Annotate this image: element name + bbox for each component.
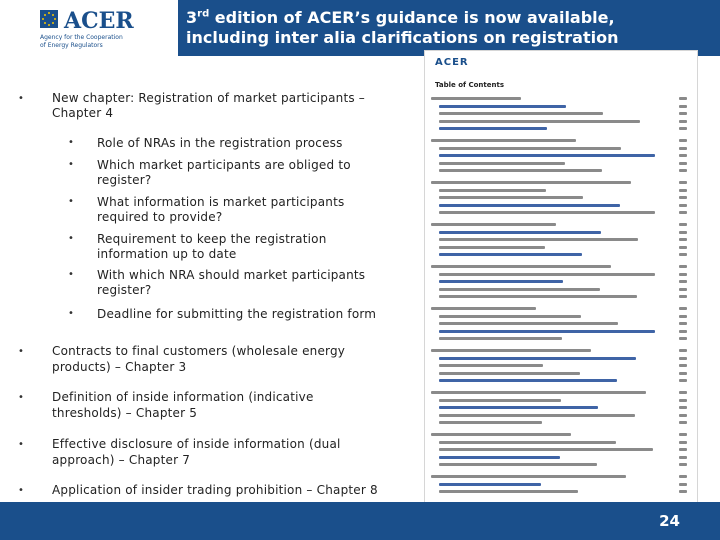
- thumbnail-text-line: [439, 238, 638, 241]
- thumbnail-page-ref: [679, 246, 687, 249]
- thumbnail-page-ref: [679, 475, 687, 478]
- thumbnail-page-ref: [679, 364, 687, 367]
- thumbnail-page-ref: [679, 406, 687, 409]
- bullet-icon: •: [18, 346, 24, 357]
- thumbnail-page-ref: [679, 169, 687, 172]
- thumbnail-text-line: [439, 253, 582, 256]
- thumbnail-text-line: [431, 307, 536, 310]
- thumbnail-page-ref: [679, 211, 687, 214]
- title-line-1-text: edition of ACER’s guidance is now available,: [209, 8, 615, 27]
- sub-bullet-icon: •: [68, 269, 74, 280]
- thumbnail-page-ref: [679, 253, 687, 256]
- thumbnail-text-line: [439, 112, 603, 115]
- sub-item-role-of-nras: Role of NRAs in the registration process: [97, 136, 343, 150]
- thumbnail-page-ref: [679, 448, 687, 451]
- thumbnail-page-ref: [679, 223, 687, 226]
- thumbnail-text-line: [439, 463, 597, 466]
- list-item-contracts-line-1: Contracts to final customers (wholesale energy: [52, 344, 346, 358]
- thumbnail-text-line: [439, 169, 602, 172]
- sub-item-information-line-2: required to provide?: [97, 210, 223, 224]
- thumbnail-text-line: [439, 337, 562, 340]
- thumbnail-page-ref: [679, 231, 687, 234]
- thumbnail-text-line: [439, 196, 583, 199]
- thumbnail-text-line: [439, 456, 560, 459]
- thumbnail-page-ref: [679, 379, 687, 382]
- thumbnail-toc-title: Table of Contents: [435, 81, 505, 89]
- thumbnail-text-line: [431, 475, 626, 478]
- thumbnail-page-ref: [679, 120, 687, 123]
- thumbnail-text-line: [439, 372, 580, 375]
- thumbnail-text-line: [439, 120, 640, 123]
- thumbnail-text-line: [439, 280, 563, 283]
- thumbnail-page-ref: [679, 154, 687, 157]
- thumbnail-text-line: [439, 246, 545, 249]
- thumbnail-text-line: [439, 315, 581, 318]
- thumbnail-text-line: [439, 441, 616, 444]
- thumbnail-page-ref: [679, 204, 687, 207]
- thumbnail-text-line: [439, 322, 618, 325]
- thumbnail-page-ref: [679, 265, 687, 268]
- thumbnail-page-ref: [679, 349, 687, 352]
- thumbnail-text-line: [431, 139, 576, 142]
- thumbnail-page-ref: [679, 307, 687, 310]
- sub-bullet-icon: •: [68, 308, 74, 319]
- thumbnail-text-line: [439, 211, 655, 214]
- sub-item-up-to-date-line-2: information up to date: [97, 247, 237, 261]
- sub-bullet-icon: •: [68, 196, 74, 207]
- thumbnail-page-ref: [679, 330, 687, 333]
- thumbnail-page-ref: [679, 456, 687, 459]
- thumbnail-text-line: [439, 127, 547, 130]
- thumbnail-text-line: [431, 391, 646, 394]
- list-item-inside-info-line-2: thresholds) – Chapter 5: [52, 406, 198, 420]
- thumbnail-text-line: [439, 273, 655, 276]
- thumbnail-page-ref: [679, 441, 687, 444]
- list-item-disclosure-line-2: approach) – Chapter 7: [52, 453, 191, 467]
- bullet-icon: •: [18, 392, 24, 403]
- thumbnail-text-line: [439, 399, 561, 402]
- bullet-icon: •: [18, 93, 24, 104]
- logo-subtitle-2: of Energy Regulators: [40, 42, 103, 49]
- thumbnail-page-ref: [679, 315, 687, 318]
- thumbnail-text-line: [439, 105, 566, 108]
- thumbnail-page-ref: [679, 280, 687, 283]
- thumbnail-text-line: [439, 364, 543, 367]
- logo-subtitle-1: Agency for the Cooperation: [40, 34, 123, 41]
- thumbnail-text-line: [431, 265, 611, 268]
- thumbnail-text-line: [439, 448, 653, 451]
- thumbnail-text-line: [439, 288, 600, 291]
- sub-item-up-to-date-line-1: Requirement to keep the registration: [97, 232, 327, 246]
- sub-item-which-nra-line-2: register?: [97, 283, 152, 297]
- thumbnail-page-ref: [679, 433, 687, 436]
- thumbnail-text-line: [439, 406, 598, 409]
- thumbnail-text-line: [431, 97, 521, 100]
- thumbnail-text-line: [431, 433, 571, 436]
- list-item-new-chapter-line-1: New chapter: Registration of market participants –: [52, 91, 366, 105]
- thumbnail-page-ref: [679, 181, 687, 184]
- thumbnail-text-line: [439, 147, 621, 150]
- thumbnail-text-line: [439, 490, 578, 493]
- sub-bullet-icon: •: [68, 159, 74, 170]
- list-item-insider-trading: Application of insider trading prohibition – Chapter 8: [52, 483, 378, 497]
- list-item-contracts-line-2: products) – Chapter 3: [52, 360, 187, 374]
- title-prefix: 3: [186, 8, 198, 27]
- thumbnail-page-ref: [679, 421, 687, 424]
- thumbnail-text-line: [439, 204, 620, 207]
- thumbnail-page-ref: [679, 414, 687, 417]
- thumbnail-text-line: [439, 379, 617, 382]
- thumbnail-page-ref: [679, 238, 687, 241]
- sub-bullet-icon: •: [68, 137, 74, 148]
- bullet-icon: •: [18, 485, 24, 496]
- thumbnail-text-line: [439, 231, 601, 234]
- thumbnail-page-ref: [679, 139, 687, 142]
- header: [0, 0, 720, 56]
- thumbnail-page-ref: [679, 322, 687, 325]
- thumbnail-text-line: [431, 349, 591, 352]
- thumbnail-page-ref: [679, 399, 687, 402]
- bullet-icon: •: [18, 439, 24, 450]
- thumbnail-page-ref: [679, 196, 687, 199]
- thumbnail-page-ref: [679, 189, 687, 192]
- acer-logo: [40, 6, 160, 50]
- title-bar: [178, 0, 720, 56]
- thumbnail-text-line: [439, 162, 565, 165]
- thumbnail-page-ref: [679, 288, 687, 291]
- title-line-2: including inter alia clarifications on registration: [186, 28, 619, 47]
- thumbnail-page-ref: [679, 147, 687, 150]
- thumbnail-text-line: [439, 189, 546, 192]
- thumbnail-text-line: [439, 421, 542, 424]
- footer-bar: [0, 502, 720, 540]
- thumbnail-page-ref: [679, 490, 687, 493]
- thumbnail-text-line: [439, 483, 541, 486]
- thumbnail-page-ref: [679, 337, 687, 340]
- thumbnail-page-ref: [679, 295, 687, 298]
- bullet-list: [0, 80, 420, 500]
- sub-bullet-icon: •: [68, 233, 74, 244]
- thumbnail-page-ref: [679, 127, 687, 130]
- thumbnail-page-ref: [679, 105, 687, 108]
- thumbnail-page-ref: [679, 273, 687, 276]
- sub-item-obliged-line-1: Which market participants are obliged to: [97, 158, 351, 172]
- thumbnail-logo: ACER: [435, 57, 469, 68]
- list-item-disclosure-line-1: Effective disclosure of inside information (dual: [52, 437, 341, 451]
- thumbnail-text-line: [439, 414, 635, 417]
- page-number: 24: [659, 512, 680, 530]
- thumbnail-text-line: [439, 154, 655, 157]
- thumbnail-page-ref: [679, 97, 687, 100]
- sub-item-obliged-line-2: register?: [97, 173, 152, 187]
- thumbnail-text-line: [439, 330, 655, 333]
- thumbnail-page-ref: [679, 162, 687, 165]
- thumbnail-text-line: [439, 357, 636, 360]
- title-superscript: rd: [197, 8, 210, 20]
- sub-item-which-nra-line-1: With which NRA should market participants: [97, 268, 366, 282]
- thumbnail-page-ref: [679, 483, 687, 486]
- guidance-document-thumbnail: [424, 50, 698, 504]
- thumbnail-text-line: [431, 223, 556, 226]
- list-item-inside-info-line-1: Definition of inside information (indicative: [52, 390, 314, 404]
- sub-item-information-line-1: What information is market participants: [97, 195, 345, 209]
- thumbnail-text-line: [431, 181, 631, 184]
- title-line-1: [186, 8, 615, 27]
- sub-item-deadline: Deadline for submitting the registration form: [97, 307, 377, 321]
- thumbnail-page-ref: [679, 112, 687, 115]
- list-item-new-chapter-line-2: Chapter 4: [52, 106, 114, 120]
- thumbnail-page-ref: [679, 391, 687, 394]
- thumbnail-page-ref: [679, 357, 687, 360]
- logo-text: ACER: [64, 8, 134, 34]
- thumbnail-text-line: [439, 295, 637, 298]
- thumbnail-page-ref: [679, 463, 687, 466]
- thumbnail-page-ref: [679, 372, 687, 375]
